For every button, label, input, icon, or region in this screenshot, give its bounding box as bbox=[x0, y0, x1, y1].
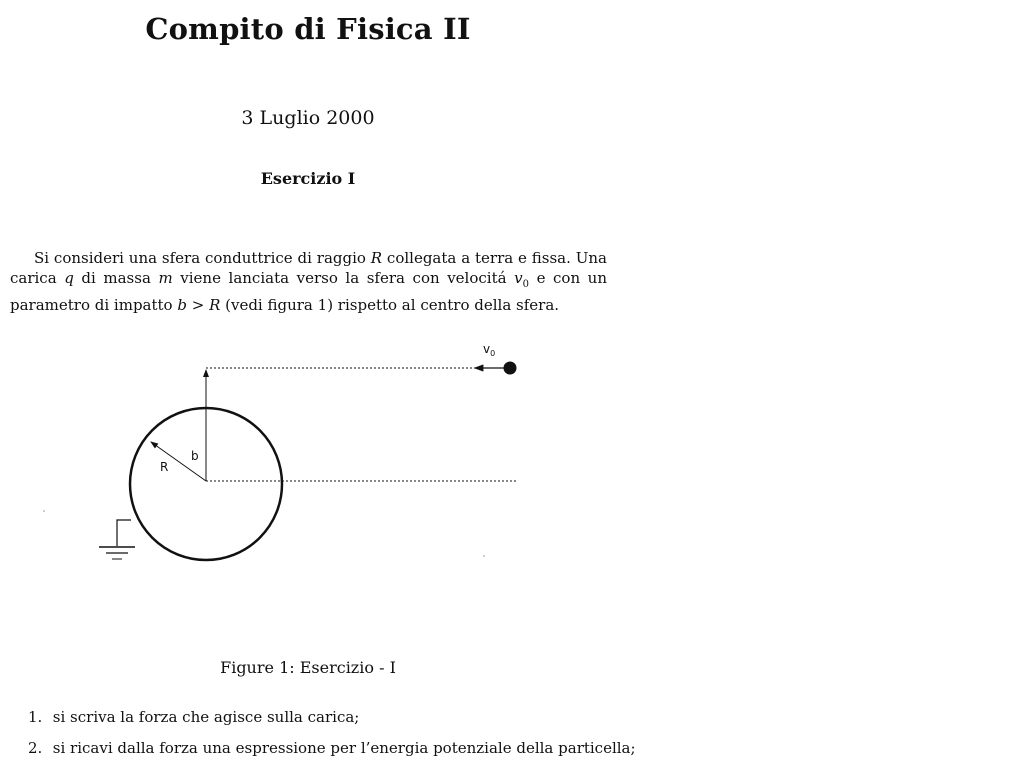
figure-caption: Figure 1: Esercizio - I bbox=[220, 658, 396, 677]
symbol-q: q bbox=[64, 269, 74, 287]
ground-wire bbox=[117, 520, 131, 546]
problem-statement bbox=[10, 248, 607, 315]
figure-1 bbox=[0, 330, 616, 580]
para-text-6: > bbox=[186, 296, 210, 314]
symbol-b: b bbox=[177, 296, 187, 314]
symbol-v0-subscript: 0 bbox=[522, 279, 529, 290]
velocity-label bbox=[483, 342, 495, 358]
para-text-2: collegata a terra e fissa. Una carica bbox=[10, 249, 607, 287]
list-item-number: 2. bbox=[28, 739, 43, 757]
velocity-label-v: v bbox=[483, 342, 491, 356]
para-text-4: viene lanciata verso la sfera con velocitá bbox=[172, 269, 515, 287]
page-title: Compito di Fisica II bbox=[145, 12, 471, 46]
velocity-label-subscript: 0 bbox=[490, 349, 496, 358]
scan-speck bbox=[483, 555, 484, 556]
list-item bbox=[28, 707, 636, 727]
impact-parameter-label: b bbox=[191, 449, 199, 463]
exam-date: 3 Luglio 2000 bbox=[241, 107, 375, 129]
symbol-R: R bbox=[370, 249, 383, 267]
radius-label: R bbox=[160, 460, 169, 474]
list-item bbox=[28, 738, 636, 758]
section-heading: Esercizio I bbox=[260, 169, 356, 188]
list-item-text: si scriva la forza che agisce sulla carica; bbox=[52, 708, 360, 726]
symbol-R-2: R bbox=[209, 296, 221, 314]
list-item-number: 1. bbox=[28, 708, 43, 726]
para-text-1: Si consideri una sfera conduttrice di raggio bbox=[34, 249, 371, 267]
scan-speck bbox=[43, 510, 44, 511]
list-item-text: si ricavi dalla forza una espressione per l’energia potenziale della particella; bbox=[52, 739, 636, 757]
symbol-v0: v bbox=[514, 269, 523, 287]
symbol-m: m bbox=[158, 269, 173, 287]
para-text-3: di massa bbox=[73, 269, 159, 287]
para-text-5: e con un parametro di impatto bbox=[10, 269, 607, 314]
charge-particle bbox=[504, 362, 517, 375]
task-list bbox=[28, 707, 636, 769]
para-text-7: (vedi figura 1) rispetto al centro della sfera. bbox=[220, 296, 560, 314]
figure-diagram bbox=[0, 330, 616, 580]
